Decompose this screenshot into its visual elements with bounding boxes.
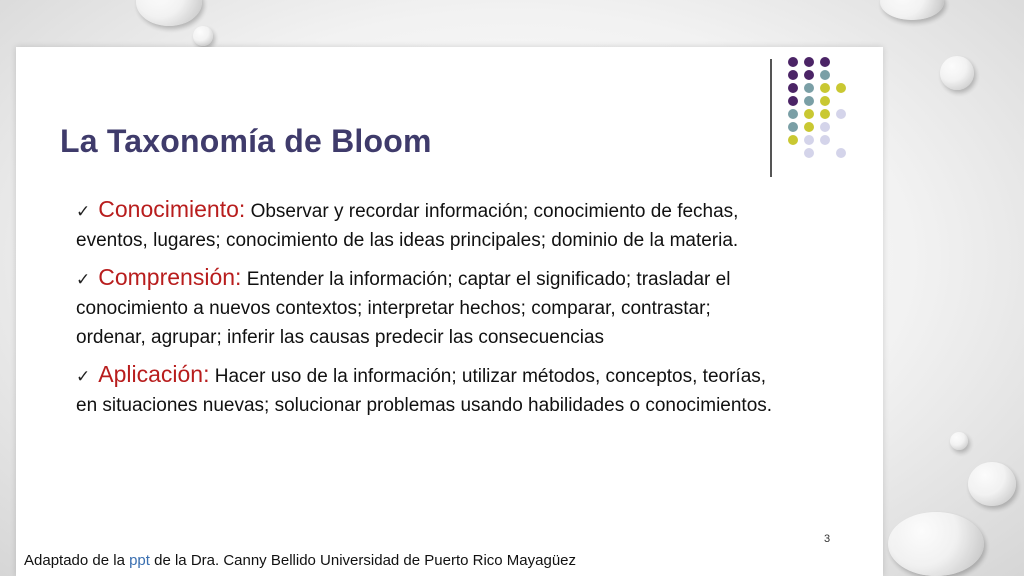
decorative-dot [788, 96, 798, 106]
decorative-dot [836, 148, 846, 158]
page-number: 3 [824, 533, 831, 545]
decorative-dot [820, 109, 830, 119]
decorative-dot [804, 70, 814, 80]
list-item-conocimiento [76, 195, 776, 255]
water-drop-decoration [193, 26, 213, 46]
decorative-dot [836, 109, 846, 119]
footer-credit [24, 552, 576, 569]
check-icon: ✓ [76, 367, 91, 386]
decorative-dot [804, 122, 814, 132]
term-colon: : [238, 196, 246, 222]
taxonomy-list [76, 195, 776, 428]
ppt-link[interactable]: ppt [129, 552, 150, 569]
slide-title: La Taxonomía de Bloom [60, 123, 432, 159]
decorative-dot [804, 57, 814, 67]
decorative-dot [804, 148, 814, 158]
list-item-comprension [76, 263, 776, 352]
decorative-dot [820, 122, 830, 132]
term-description: Observar y recordar información; conocimiento de fechas, eventos, lugares; conocimiento de las ideas principales; dominio de la materia. [76, 201, 739, 251]
footer-prefix: Adaptado de la [24, 552, 125, 569]
term-label: Aplicación [98, 361, 204, 387]
list-item-aplicacion [76, 360, 776, 420]
decorative-dot [820, 96, 830, 106]
term-colon: : [235, 264, 242, 290]
decorative-dot [788, 70, 798, 80]
decorative-dot [788, 109, 798, 119]
water-drop-decoration [136, 0, 202, 26]
term-description: Entender la información; captar el significado; trasladar el conocimiento a nuevos contextos; interpretar hechos; comparar, contrastar; ordenar, agrupar; inferir las causas predecir las consecuencias [76, 269, 731, 348]
decorative-dot [820, 83, 830, 93]
divider-line [770, 59, 772, 177]
decorative-dot [804, 83, 814, 93]
water-drop-decoration [968, 462, 1016, 506]
slide-image [16, 47, 883, 576]
term-label: Comprensión [98, 264, 236, 290]
footer-suffix: de la Dra. Canny Bellido Universidad de Puerto Rico Mayagüez [154, 552, 577, 569]
decorative-dot [788, 122, 798, 132]
check-icon: ✓ [76, 202, 91, 221]
decorative-dot [804, 135, 814, 145]
decorative-dot [804, 96, 814, 106]
water-drop-decoration [880, 0, 944, 20]
decorative-dot [804, 109, 814, 119]
decorative-dot [788, 83, 798, 93]
decorative-dot [820, 57, 830, 67]
decorative-dot [788, 135, 798, 145]
water-drop-decoration [940, 56, 974, 90]
decorative-dot [788, 57, 798, 67]
water-drop-decoration [888, 512, 984, 576]
term-colon: : [203, 361, 210, 387]
decorative-dot [836, 83, 846, 93]
decorative-dot [820, 70, 830, 80]
water-drop-decoration [950, 432, 968, 450]
term-description: Hacer uso de la información; utilizar métodos, conceptos, teorías, en situaciones nuevas; solucionar problemas usando habilidades o conocimientos. [76, 366, 773, 416]
decorative-dot [820, 135, 830, 145]
check-icon: ✓ [76, 270, 91, 289]
term-label: Conocimiento [98, 196, 239, 222]
